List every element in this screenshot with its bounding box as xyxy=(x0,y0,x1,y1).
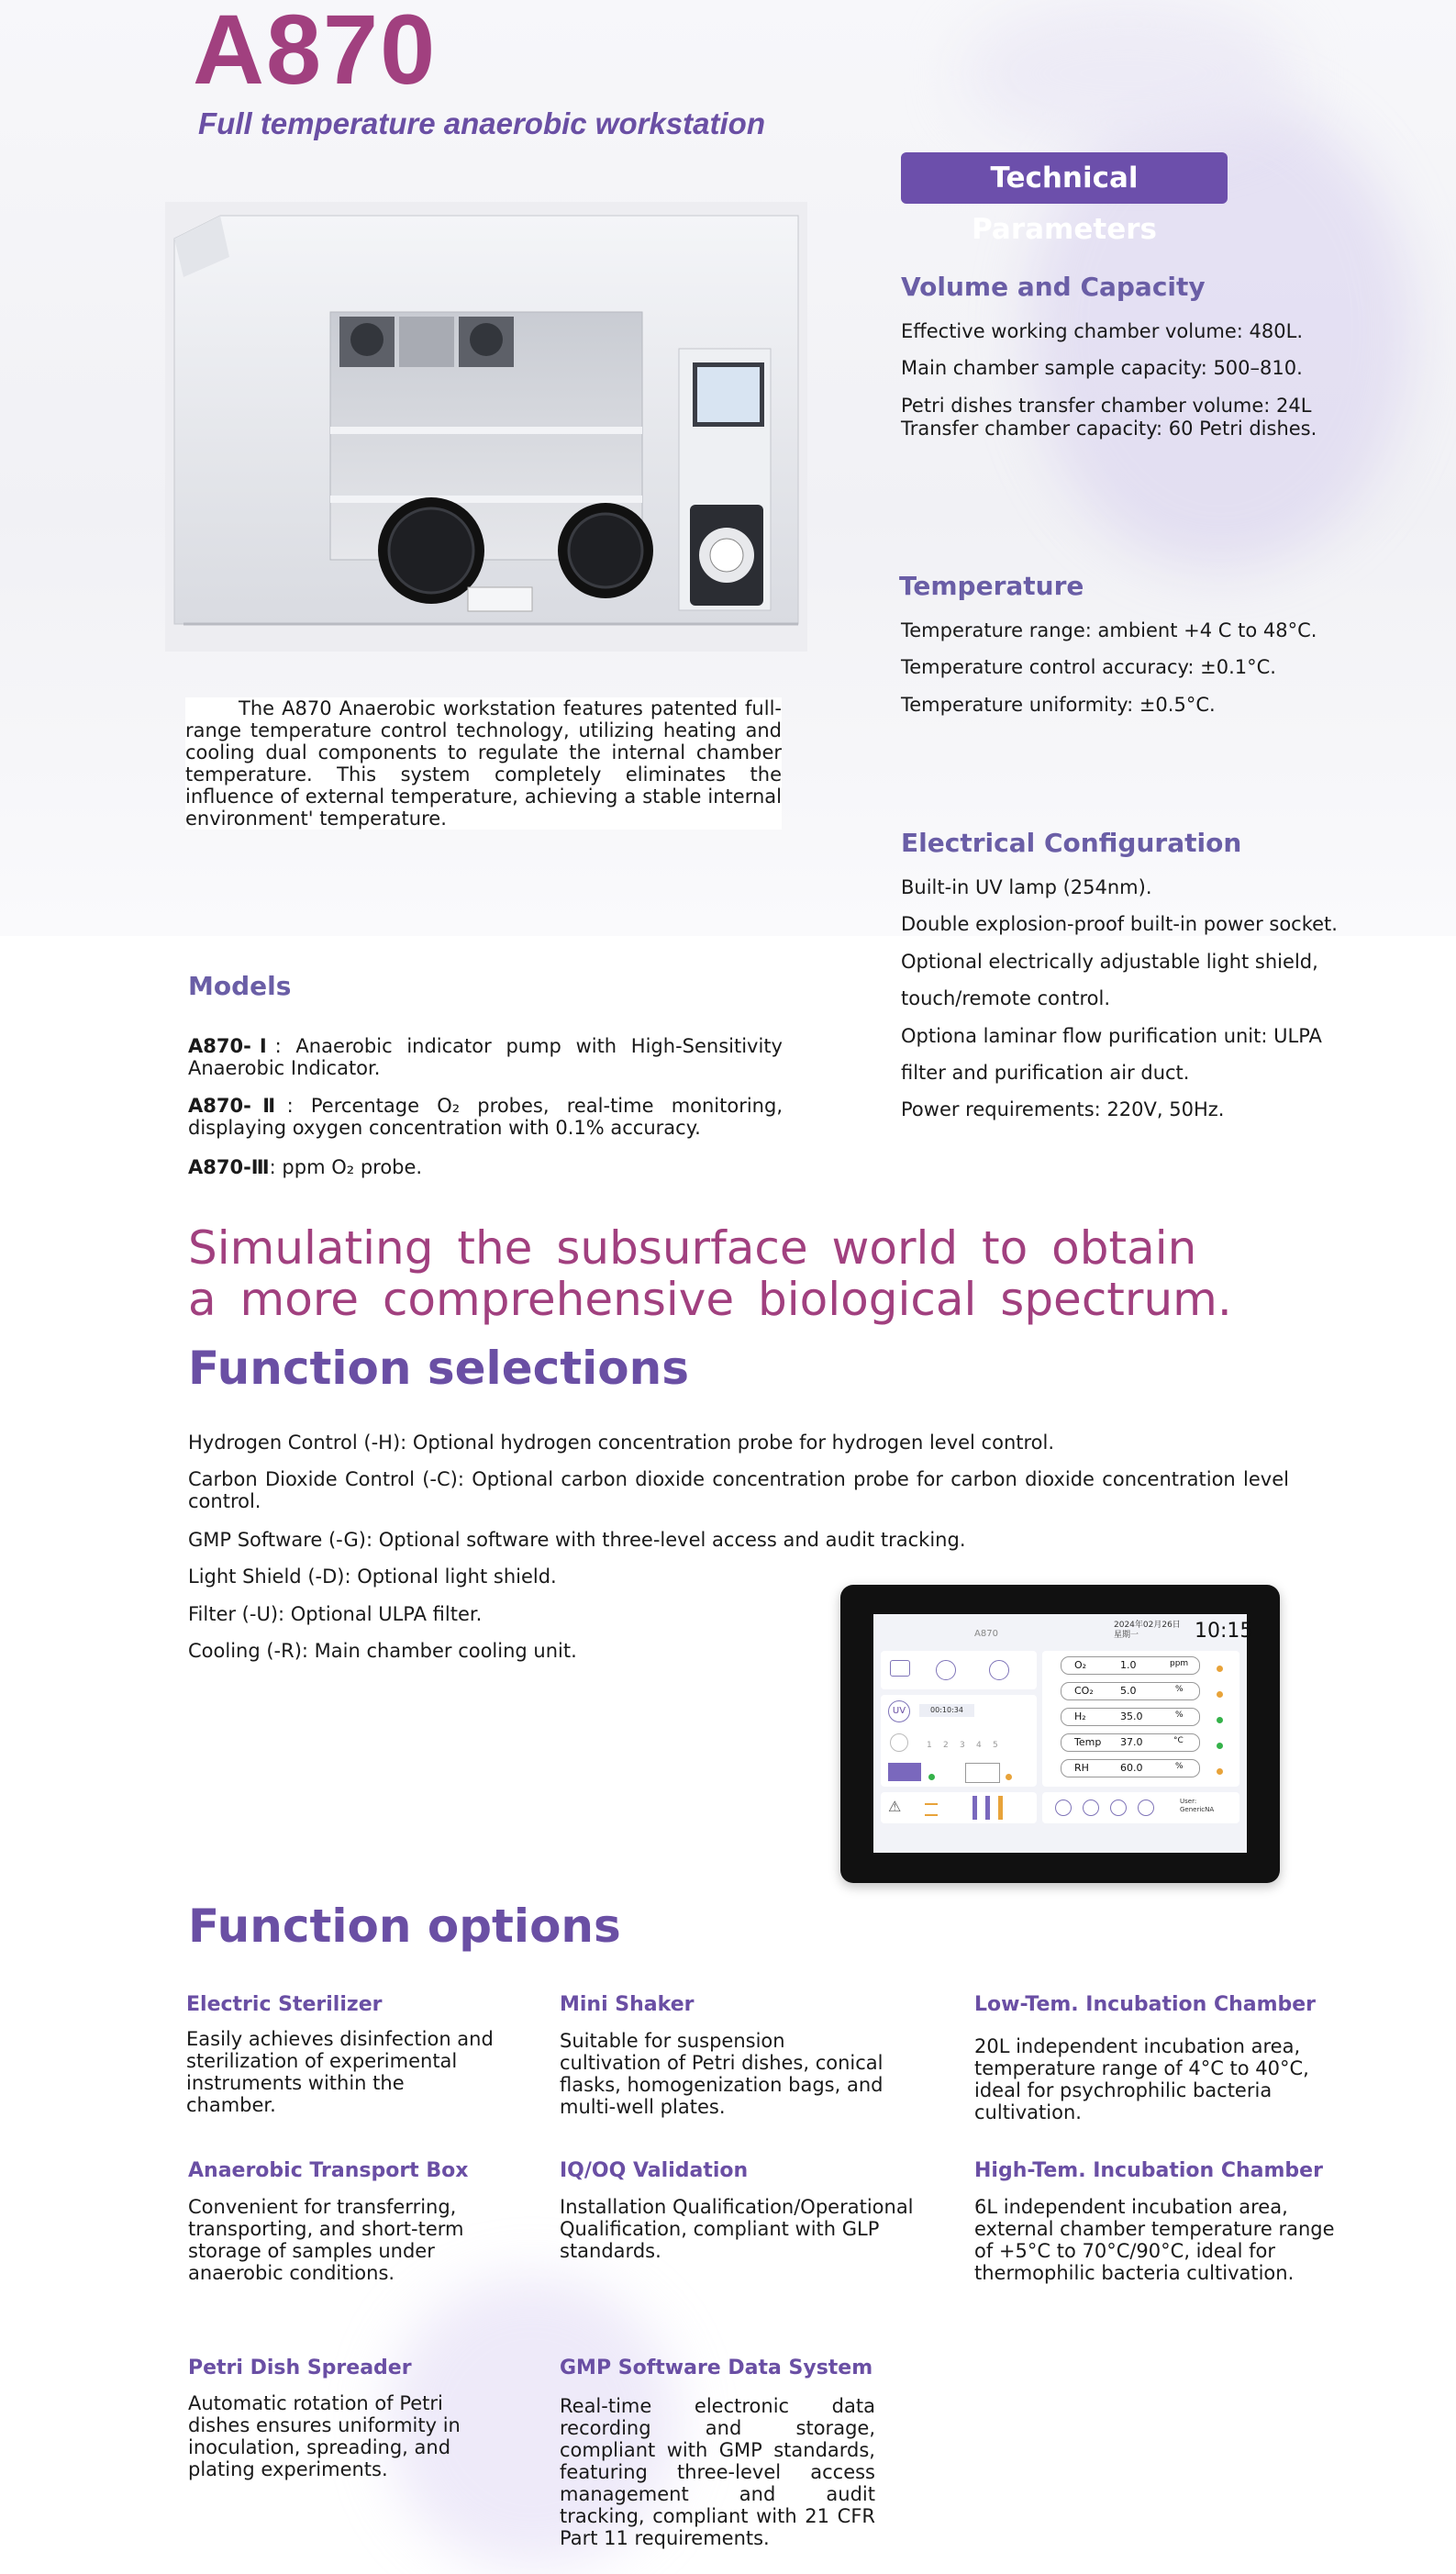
temperature-item: Temperature uniformity: ±0.5°C. xyxy=(901,694,1216,716)
reading-label: O₂ xyxy=(1074,1659,1087,1671)
level-option[interactable]: 1 xyxy=(927,1741,932,1750)
function-selections-heading: Function selections xyxy=(188,1342,689,1395)
status-dot xyxy=(1217,1717,1223,1723)
document-icon[interactable] xyxy=(1055,1800,1072,1816)
model-item xyxy=(188,1035,783,1079)
warning-icon[interactable]: ⚠ xyxy=(888,1798,902,1815)
tablet-readings-panel xyxy=(1042,1651,1239,1787)
option-description: Convenient for transferring, transporting, and short-term storage of samples under anaerobic conditions. xyxy=(188,2196,464,2284)
function-selection-item: Cooling (-R): Main chamber cooling unit. xyxy=(188,1640,577,1662)
status-dot xyxy=(1006,1774,1012,1780)
function-selection-item: GMP Software (-G): Optional software with three-level access and audit tracking. xyxy=(188,1529,966,1551)
electrical-item: filter and purification air duct. xyxy=(901,1062,1190,1084)
reading-h2 xyxy=(1061,1708,1200,1726)
status-dot xyxy=(1217,1768,1223,1775)
tablet-uv-panel xyxy=(881,1695,1037,1787)
reading-o2 xyxy=(1061,1656,1200,1675)
electrical-item: Built-in UV lamp (254nm). xyxy=(901,876,1152,898)
reading-label: RH xyxy=(1074,1762,1089,1774)
option-title: High-Tem. Incubation Chamber xyxy=(974,2159,1323,2182)
tablet-time: 10:15 xyxy=(1195,1620,1253,1643)
user-icon[interactable] xyxy=(1138,1800,1154,1816)
reading-value: 60.0 xyxy=(1120,1762,1143,1774)
function-selection-item: Carbon Dioxide Control (-C): Optional carbon dioxide concentration probe for carbon dioxide concentration level control. xyxy=(188,1468,1289,1512)
reading-value: 37.0 xyxy=(1120,1736,1143,1748)
option-description: 20L independent incubation area, temperature range of 4°C to 40°C, ideal for psychrophilic bacteria cultivation. xyxy=(974,2035,1309,2123)
uv-button[interactable]: UV xyxy=(888,1700,910,1722)
reading-temp xyxy=(1061,1733,1200,1752)
reading-co2 xyxy=(1061,1682,1200,1700)
electrical-item: touch/remote control. xyxy=(901,987,1111,1009)
function-options-heading: Function options xyxy=(188,1900,621,1953)
level-option[interactable]: 2 xyxy=(943,1741,949,1750)
spiral-icon[interactable] xyxy=(989,1660,1009,1680)
volume-heading: Volume and Capacity xyxy=(901,272,1206,302)
model-description: : Percentage O₂ probes, real-time monitoring, displaying oxygen concentration with 0.1% accuracy. xyxy=(188,1095,784,1139)
function-selection-item: Light Shield (-D): Optional light shield. xyxy=(188,1566,557,1588)
reading-label: Temp xyxy=(1074,1736,1102,1748)
tablet-alarm-panel xyxy=(881,1792,1037,1823)
option-description: Suitable for suspension cultivation of Petri dishes, conical flasks, homogenization bags, and multi-well plates. xyxy=(560,2030,884,2118)
reading-unit: °C xyxy=(1173,1736,1184,1745)
model-item xyxy=(188,1095,783,1139)
tablet-icon-panel xyxy=(881,1651,1037,1689)
tablet-date: 2024年02月26日 xyxy=(1114,1621,1181,1630)
option-title: Electric Sterilizer xyxy=(186,1993,383,2016)
user-name: GenericNA xyxy=(1180,1806,1215,1813)
tablet-brand: A870 xyxy=(974,1629,998,1639)
model-description: : Anaerobic indicator pump with High-Sensitivity Anaerobic Indicator. xyxy=(188,1035,783,1079)
user-label: User: xyxy=(1180,1798,1197,1805)
reading-value: 5.0 xyxy=(1120,1685,1137,1697)
option-description: Installation Qualification/Operational Qualification, compliant with GLP standards. xyxy=(560,2196,914,2262)
temperature-item: Temperature range: ambient +4 C to 48°C. xyxy=(901,619,1317,641)
option-title: Low-Tem. Incubation Chamber xyxy=(974,1993,1317,2016)
gas-cylinder-icon xyxy=(985,1796,990,1820)
option-title: Petri Dish Spreader xyxy=(188,2357,412,2379)
status-dot xyxy=(1217,1743,1223,1749)
tablet-nav-panel xyxy=(1042,1792,1239,1823)
reading-rh xyxy=(1061,1759,1200,1777)
image-icon[interactable] xyxy=(890,1660,910,1677)
reading-label: CO₂ xyxy=(1074,1685,1094,1697)
model-name: A870-Ⅰ xyxy=(188,1035,275,1057)
electrical-item: Optiona laminar flow purification unit: ULPA xyxy=(901,1025,1322,1047)
technical-parameters-badge: Technical Parameters xyxy=(901,152,1228,204)
uv-timer: 00:10:34 xyxy=(919,1704,974,1717)
gas-cylinder-icon xyxy=(998,1796,1003,1820)
slogan: Simulating the subsurface world to obtain a more comprehensive biological spectrum. xyxy=(188,1221,1232,1326)
gas-flow-icon xyxy=(925,1803,938,1816)
reading-unit: % xyxy=(1175,1762,1184,1771)
tablet-weekday: 星期一 xyxy=(1114,1631,1139,1640)
option-description: 6L independent incubation area, external chamber temperature range of +5°C to 70°C/90°C, ideal for thermophilic bacteria cultivation. xyxy=(974,2196,1335,2284)
gas-cylinder-icon xyxy=(973,1796,977,1820)
volume-item: Petri dishes transfer chamber volume: 24L xyxy=(901,395,1312,417)
page-title: A870 xyxy=(193,0,438,105)
model-item xyxy=(188,1156,783,1178)
models-heading: Models xyxy=(188,971,292,1001)
reading-unit: % xyxy=(1175,1685,1184,1694)
model-name: A870-Ⅲ xyxy=(188,1156,270,1178)
tablet-screen xyxy=(873,1614,1253,1853)
reading-value: 1.0 xyxy=(1120,1659,1137,1671)
page-subtitle: Full temperature anaerobic workstation xyxy=(198,106,765,140)
level-option[interactable]: 3 xyxy=(960,1741,965,1750)
volume-item: Main chamber sample capacity: 500–810. xyxy=(901,357,1303,379)
chart-icon[interactable] xyxy=(1110,1800,1127,1816)
reading-unit: % xyxy=(1175,1710,1184,1720)
function-selection-item: Filter (-U): Optional ULPA filter. xyxy=(188,1603,483,1625)
level-option[interactable]: 5 xyxy=(993,1741,998,1750)
reading-label: H₂ xyxy=(1074,1710,1086,1722)
option-description: Automatic rotation of Petri dishes ensures uniformity in inoculation, spreading, and plating experiments. xyxy=(188,2392,461,2480)
control-tablet xyxy=(840,1585,1280,1883)
temperature-item: Temperature control accuracy: ±0.1°C. xyxy=(901,656,1276,678)
fan-icon[interactable] xyxy=(936,1660,956,1680)
reading-unit: ppm xyxy=(1170,1659,1189,1668)
option-description: Real-time electronic data recording and storage, compliant with GMP standards, featuring three-level access management and audit tracking, compliant with 21 CFR Part 11 requirements. xyxy=(560,2395,875,2549)
reading-value: 35.0 xyxy=(1120,1710,1143,1722)
decorative-blob xyxy=(963,0,1294,147)
lightbulb-icon[interactable] xyxy=(890,1733,908,1752)
volume-item: Transfer chamber capacity: 60 Petri dishes. xyxy=(901,418,1317,440)
status-dot xyxy=(1217,1666,1223,1672)
shield-status xyxy=(888,1763,921,1781)
status-dot xyxy=(1217,1691,1223,1698)
option-title: GMP Software Data System xyxy=(560,2357,873,2379)
option-description: Easily achieves disinfection and sterilization of experimental instruments within the chamber. xyxy=(186,2028,494,2116)
electrical-item: Optional electrically adjustable light shield, xyxy=(901,951,1318,973)
volume-item: Effective working chamber volume: 480L. xyxy=(901,320,1304,342)
status-dot xyxy=(928,1774,935,1780)
function-selection-item: Hydrogen Control (-H): Optional hydrogen concentration probe for hydrogen level control. xyxy=(188,1432,1055,1454)
door-status xyxy=(965,1763,1000,1783)
workstation-image xyxy=(165,202,807,652)
model-description: : ppm O₂ probe. xyxy=(269,1156,423,1178)
model-name: A870-Ⅱ xyxy=(188,1095,287,1117)
option-title: Mini Shaker xyxy=(560,1993,695,2016)
level-option[interactable]: 4 xyxy=(976,1741,982,1750)
electrical-item: Power requirements: 220V, 50Hz. xyxy=(901,1098,1225,1120)
option-title: Anaerobic Transport Box xyxy=(188,2159,469,2182)
option-title: IQ/OQ Validation xyxy=(560,2159,749,2182)
electrical-item: Double explosion-proof built-in power socket. xyxy=(901,913,1338,935)
electrical-heading: Electrical Configuration xyxy=(901,828,1242,858)
tools-icon[interactable] xyxy=(1083,1800,1099,1816)
temperature-heading: Temperature xyxy=(899,571,1084,601)
intro-paragraph: The A870 Anaerobic workstation features patented full-range temperature control technology, utilizing heating and cooling dual components to regulate the internal chamber temperature. This system completely eliminates the influence of external temperature, achieving a stable internal environment' temperature. xyxy=(185,697,782,830)
